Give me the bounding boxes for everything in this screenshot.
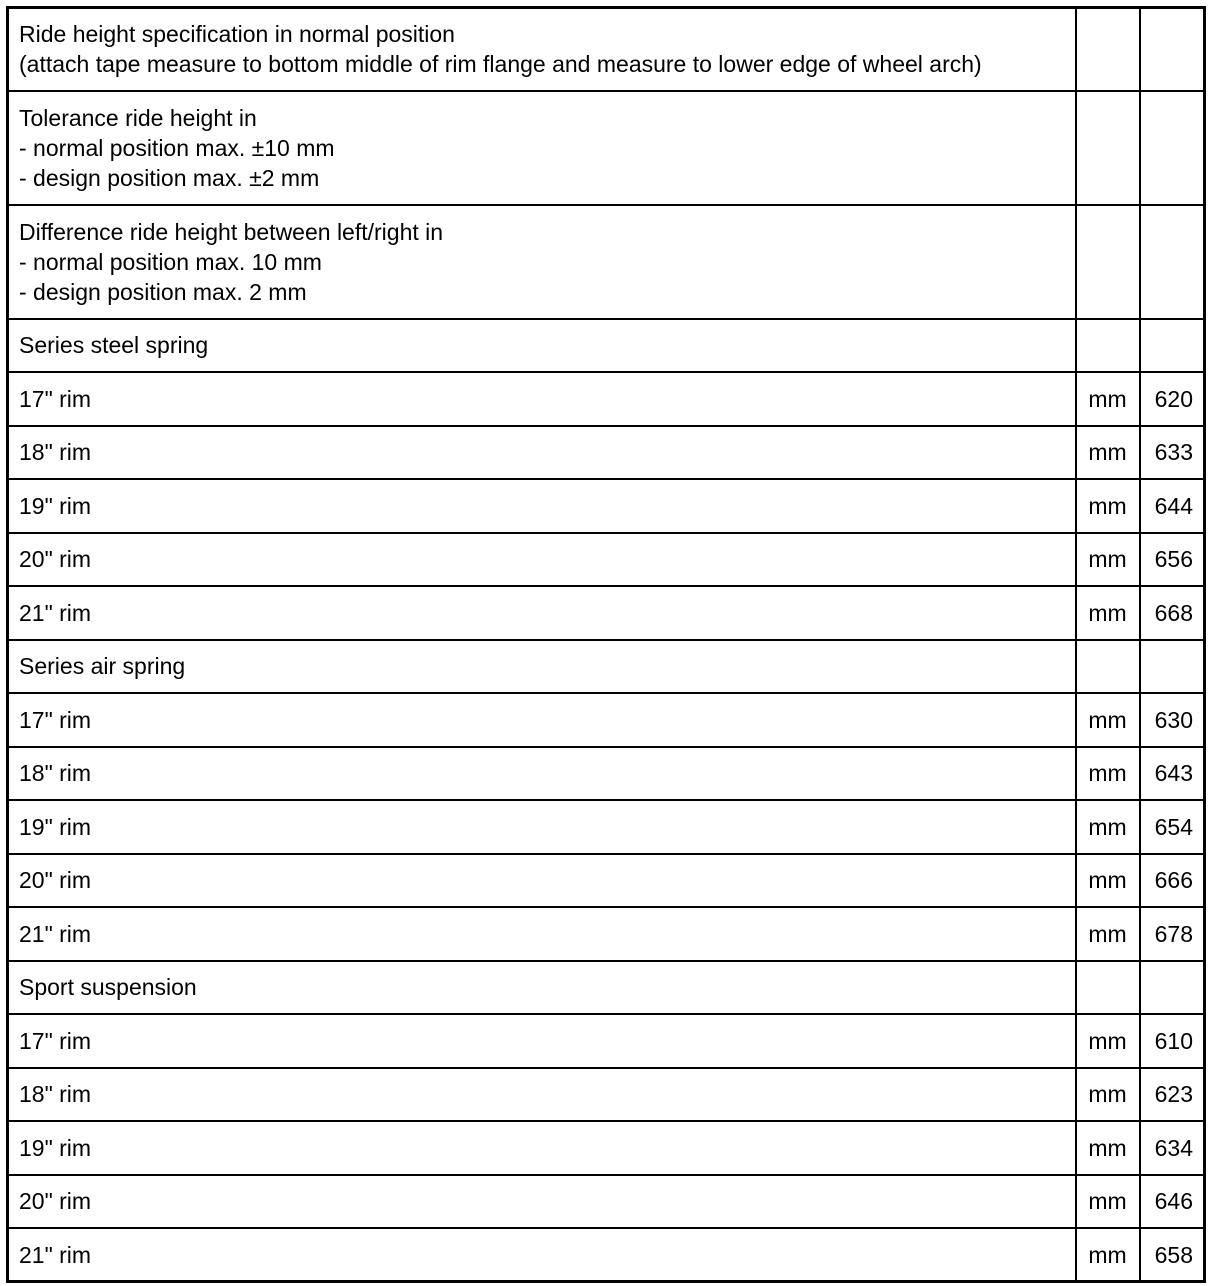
group-heading: Series steel spring — [8, 319, 1076, 373]
note-line: - normal position max. 10 mm — [19, 248, 322, 275]
value-cell: 678 — [1140, 907, 1205, 961]
value-cell: 644 — [1140, 479, 1205, 533]
group-heading: Series air spring — [8, 640, 1076, 694]
unit-cell: mm — [1076, 1175, 1140, 1229]
value-cell: 656 — [1140, 533, 1205, 587]
table-row — [8, 1014, 1205, 1068]
ride-height-table — [6, 6, 1206, 1283]
table-row — [8, 693, 1205, 747]
tolerance-note-cell — [8, 91, 1076, 205]
group-heading-row — [8, 961, 1205, 1015]
unit-cell: mm — [1076, 372, 1140, 426]
unit-cell: mm — [1076, 586, 1140, 640]
spec-note-row — [8, 8, 1205, 91]
note-line: Tolerance ride height in — [19, 104, 257, 131]
table-row — [8, 1228, 1205, 1282]
empty-value-cell — [1140, 640, 1205, 694]
table-row — [8, 907, 1205, 961]
value-cell: 620 — [1140, 372, 1205, 426]
note-line: (attach tape measure to bottom middle of rim flange and measure to lower edge of wheel arch) — [19, 51, 982, 78]
unit-cell: mm — [1076, 1014, 1140, 1068]
table-row — [8, 854, 1205, 908]
table-row — [8, 1175, 1205, 1229]
unit-cell: mm — [1076, 479, 1140, 533]
value-cell: 630 — [1140, 693, 1205, 747]
rim-size-cell: 21" rim — [8, 907, 1076, 961]
table-row — [8, 1121, 1205, 1175]
unit-cell: mm — [1076, 533, 1140, 587]
rim-size-cell: 18" rim — [8, 426, 1076, 480]
unit-cell: mm — [1076, 1228, 1140, 1282]
unit-cell: mm — [1076, 426, 1140, 480]
note-line: - design position max. ±2 mm — [19, 164, 320, 191]
note-line: - design position max. 2 mm — [19, 278, 307, 305]
unit-cell: mm — [1076, 854, 1140, 908]
unit-cell: mm — [1076, 1121, 1140, 1175]
empty-unit-cell — [1076, 205, 1140, 319]
table-row — [8, 479, 1205, 533]
rim-size-cell: 17" rim — [8, 1014, 1076, 1068]
table-row — [8, 426, 1205, 480]
rim-size-cell: 21" rim — [8, 1228, 1076, 1282]
rim-size-cell: 17" rim — [8, 693, 1076, 747]
empty-unit-cell — [1076, 8, 1140, 91]
group-heading-row — [8, 640, 1205, 694]
table-row — [8, 800, 1205, 854]
rim-size-cell: 19" rim — [8, 1121, 1076, 1175]
value-cell: 634 — [1140, 1121, 1205, 1175]
note-line: Difference ride height between left/right in — [19, 218, 444, 245]
value-cell: 623 — [1140, 1068, 1205, 1122]
empty-value-cell — [1140, 205, 1205, 319]
empty-value-cell — [1140, 961, 1205, 1015]
unit-cell: mm — [1076, 800, 1140, 854]
value-cell: 633 — [1140, 426, 1205, 480]
value-cell: 658 — [1140, 1228, 1205, 1282]
table-row — [8, 372, 1205, 426]
difference-note-cell — [8, 205, 1076, 319]
empty-unit-cell — [1076, 91, 1140, 205]
empty-unit-cell — [1076, 961, 1140, 1015]
value-cell: 666 — [1140, 854, 1205, 908]
value-cell: 668 — [1140, 586, 1205, 640]
rim-size-cell: 20" rim — [8, 1175, 1076, 1229]
value-cell: 654 — [1140, 800, 1205, 854]
rim-size-cell: 18" rim — [8, 1068, 1076, 1122]
table-row — [8, 1068, 1205, 1122]
value-cell: 643 — [1140, 747, 1205, 801]
group-heading-row — [8, 319, 1205, 373]
value-cell: 610 — [1140, 1014, 1205, 1068]
unit-cell: mm — [1076, 693, 1140, 747]
empty-unit-cell — [1076, 319, 1140, 373]
empty-value-cell — [1140, 319, 1205, 373]
rim-size-cell: 19" rim — [8, 800, 1076, 854]
table-row — [8, 533, 1205, 587]
rim-size-cell: 20" rim — [8, 533, 1076, 587]
unit-cell: mm — [1076, 747, 1140, 801]
table-row — [8, 586, 1205, 640]
spec-note-cell — [8, 8, 1076, 91]
rim-size-cell: 17" rim — [8, 372, 1076, 426]
difference-note-row — [8, 205, 1205, 319]
rim-size-cell: 21" rim — [8, 586, 1076, 640]
group-heading: Sport suspension — [8, 961, 1076, 1015]
empty-value-cell — [1140, 91, 1205, 205]
note-line: Ride height specification in normal position — [19, 21, 455, 48]
tolerance-note-row — [8, 91, 1205, 205]
table-row — [8, 747, 1205, 801]
unit-cell: mm — [1076, 907, 1140, 961]
unit-cell: mm — [1076, 1068, 1140, 1122]
note-line: - normal position max. ±10 mm — [19, 134, 335, 161]
rim-size-cell: 18" rim — [8, 747, 1076, 801]
empty-unit-cell — [1076, 640, 1140, 694]
empty-value-cell — [1140, 8, 1205, 91]
value-cell: 646 — [1140, 1175, 1205, 1229]
rim-size-cell: 19" rim — [8, 479, 1076, 533]
rim-size-cell: 20" rim — [8, 854, 1076, 908]
